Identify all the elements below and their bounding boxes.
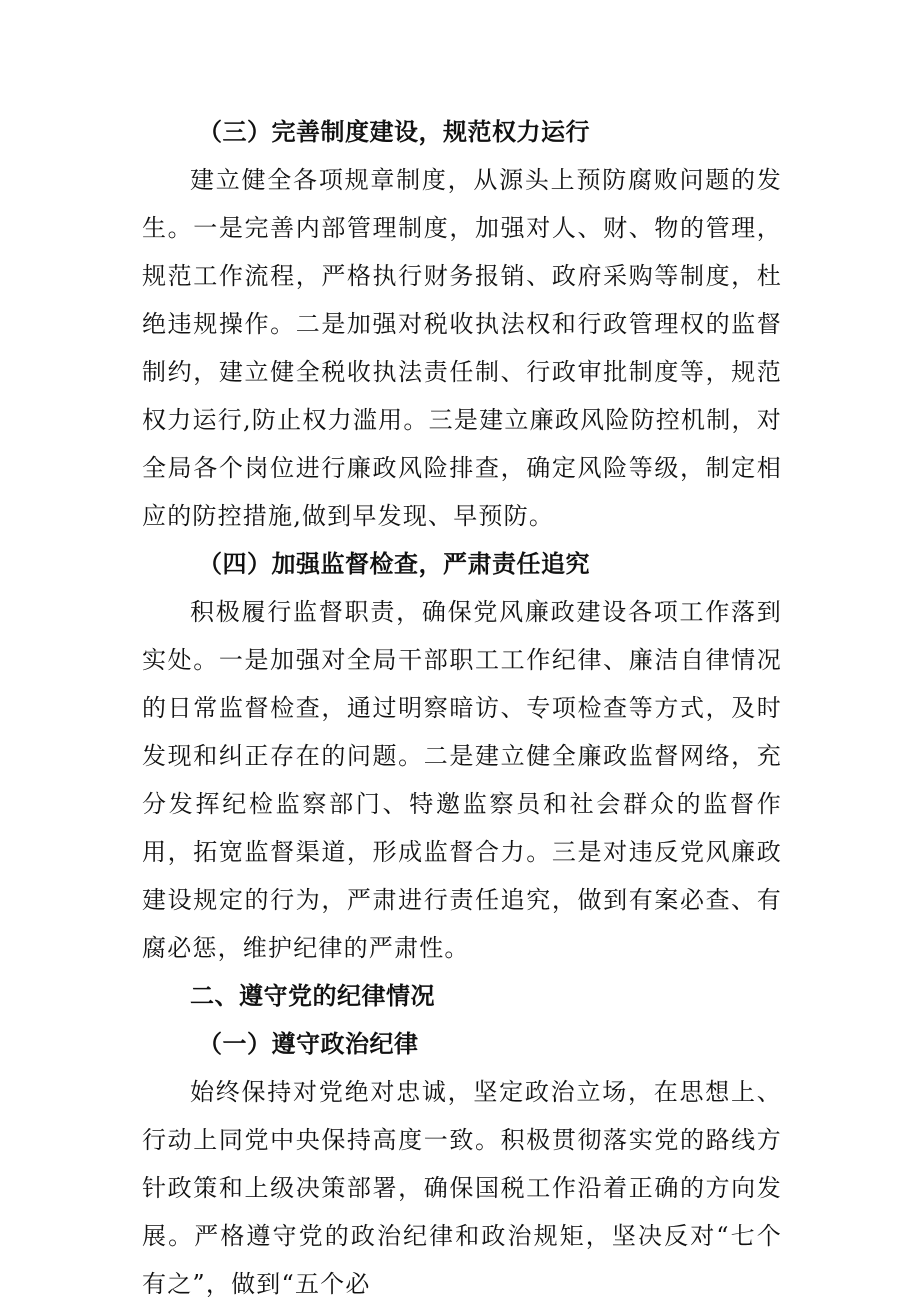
section-heading-3: （三）完善制度建设，规范权力运行 — [198, 117, 590, 146]
paragraph-supervision: 积极履行监督职责，确保党风廉政建设各项工作落到实处。一是加强对全局干部职工工作纪律、廉洁自律情况的日常监督检查，通过明察暗访、专项检查等方式，及时发现和纠正存在的问题。二是建立健全廉政监督网络，充分发挥纪检监察部门、特邀监察员和社会群众的监督作用，拓宽监督渠道，形成监督合力。三是对违反党风廉政建设规定的行为，严肃进行责任追究，做到有案必查、有腐必惩，维护纪律的严肃性。 — [142, 598, 782, 962]
document-body — [142, 108, 782, 1308]
paragraph-institution-building: 建立健全各项规章制度，从源头上预防腐败问题的发生。一是完善内部管理制度，加强对人、财、物的管理，规范工作流程，严格执行财务报销、政府采购等制度，杜绝违规操作。二是加强对税收执法权和行政管理权的监督制约，建立健全税收执法责任制、行政审批制度等，规范权力运行,防止权力滥用。三是建立廉政风险防控机制，对全局各个岗位进行廉政风险排查，确定风险等级，制定相应的防控措施,做到早发现、早预防。 — [142, 166, 782, 530]
section-heading-4: （四）加强监督检查，严肃责任追究 — [198, 549, 590, 578]
chapter-heading-2: 二、遵守党的纪律情况 — [190, 981, 435, 1010]
paragraph-political-discipline: 始终保持对党绝对忠诚，坚定政治立场，在思想上、行动上同党中央保持高度一致。积极贯彻落实党的路线方针政策和上级决策部署，确保国税工作沿着正确的方向发展。严格遵守党的政治纪律和政治规矩，坚决反对“七个有之”，做到“五个必 — [142, 1078, 782, 1298]
section-heading-1: （一）遵守政治纪律 — [198, 1029, 419, 1058]
